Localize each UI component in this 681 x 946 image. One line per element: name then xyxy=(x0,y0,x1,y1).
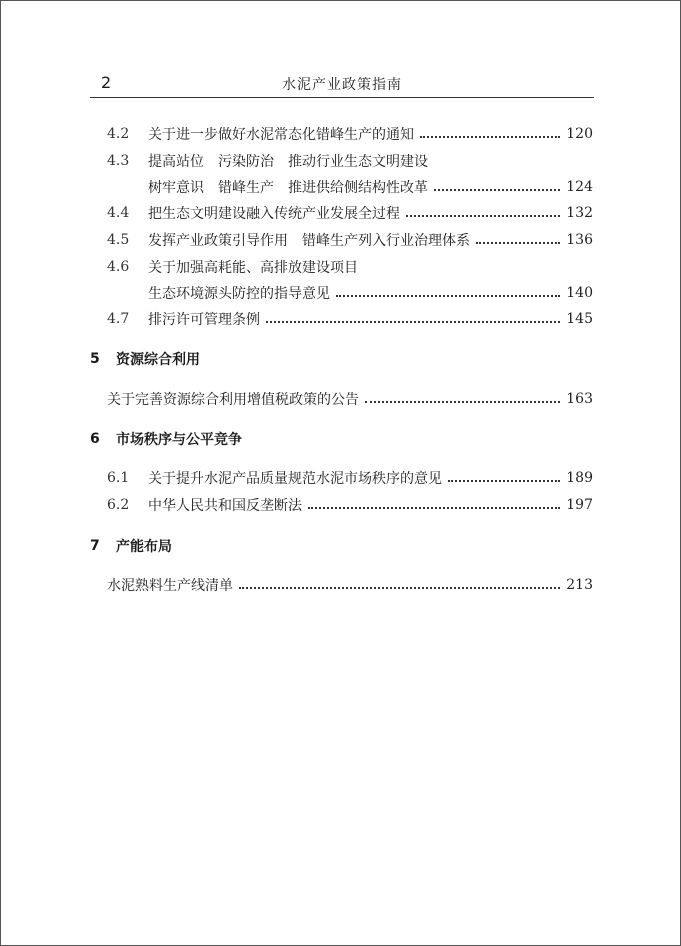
section-heading-6[interactable] xyxy=(90,427,242,451)
entry-number: 6.2 xyxy=(107,497,130,513)
dot-leader xyxy=(336,295,560,297)
entry-page: 213 xyxy=(566,577,593,593)
entry-number: 4.3 xyxy=(107,153,130,169)
dot-leader xyxy=(308,507,560,509)
toc-entry-4-4[interactable] xyxy=(107,202,593,224)
dot-leader xyxy=(476,242,560,244)
entry-number: 4.2 xyxy=(107,126,130,142)
entry-number: 6.1 xyxy=(107,470,130,486)
entry-page: 124 xyxy=(566,179,593,195)
entry-title: 关于加强高耗能、高排放建设项目 xyxy=(148,260,358,276)
entry-number: 4.7 xyxy=(107,311,130,327)
dot-leader xyxy=(239,587,560,589)
section-heading-5[interactable] xyxy=(90,347,200,371)
toc-entry-4-3[interactable] xyxy=(107,150,593,172)
toc-entry-4-6[interactable] xyxy=(107,256,593,278)
entry-title: 中华人民共和国反垄断法 xyxy=(148,498,302,514)
entry-page: 189 xyxy=(566,470,593,486)
entry-page: 197 xyxy=(566,497,593,513)
toc-entry-7-1[interactable] xyxy=(107,574,593,596)
section-number: 6 xyxy=(90,431,100,447)
section-title: 产能布局 xyxy=(116,539,172,555)
dot-leader xyxy=(365,401,560,403)
section-title: 资源综合利用 xyxy=(116,352,200,368)
entry-page: 132 xyxy=(566,205,593,221)
dot-leader xyxy=(434,189,560,191)
entry-page: 145 xyxy=(566,311,593,327)
entry-title: 排污许可管理条例 xyxy=(148,312,260,328)
toc-entry-4-3-cont[interactable] xyxy=(148,176,593,198)
dot-leader xyxy=(448,480,560,482)
running-title: 水泥产业政策指南 xyxy=(282,77,402,93)
section-heading-7[interactable] xyxy=(90,534,172,558)
entry-page: 140 xyxy=(566,285,593,301)
toc-entry-6-1[interactable] xyxy=(107,467,593,489)
entry-number: 4.5 xyxy=(107,232,130,248)
section-title: 市场秩序与公平竞争 xyxy=(116,432,242,448)
section-number: 5 xyxy=(90,351,100,367)
dot-leader xyxy=(406,215,560,217)
entry-page: 136 xyxy=(566,232,593,248)
entry-number: 4.6 xyxy=(107,259,130,275)
toc-entry-4-6-cont[interactable] xyxy=(148,282,593,304)
entry-title: 生态环境源头防控的指导意见 xyxy=(148,286,330,302)
entry-title: 水泥熟料生产线清单 xyxy=(107,578,233,594)
entry-page: 120 xyxy=(566,126,593,142)
section-number: 7 xyxy=(90,538,100,554)
entry-title: 发挥产业政策引导作用 错峰生产列入行业治理体系 xyxy=(148,233,470,249)
entry-title: 关于提升水泥产品质量规范水泥市场秩序的意见 xyxy=(148,471,442,487)
dot-leader xyxy=(420,136,560,138)
entry-title: 提高站位 污染防治 推动行业生态文明建设 xyxy=(148,154,428,170)
entry-number: 4.4 xyxy=(107,205,130,221)
entry-title: 关于进一步做好水泥常态化错峰生产的通知 xyxy=(148,127,414,143)
entry-title: 树牢意识 错峰生产 推进供给侧结构性改革 xyxy=(148,180,428,196)
entry-title: 关于完善资源综合利用增值税政策的公告 xyxy=(107,392,359,408)
toc-entry-4-7[interactable] xyxy=(107,308,593,330)
dot-leader xyxy=(266,321,560,323)
toc-entry-4-5[interactable] xyxy=(107,229,593,251)
toc-entry-6-2[interactable] xyxy=(107,494,593,516)
toc-entry-5-1[interactable] xyxy=(107,388,593,410)
entry-title: 把生态文明建设融入传统产业发展全过程 xyxy=(148,206,400,222)
page-header xyxy=(90,67,594,98)
page-number: 2 xyxy=(101,73,112,92)
entry-page: 163 xyxy=(566,391,593,407)
toc-entry-4-2[interactable] xyxy=(107,123,593,145)
